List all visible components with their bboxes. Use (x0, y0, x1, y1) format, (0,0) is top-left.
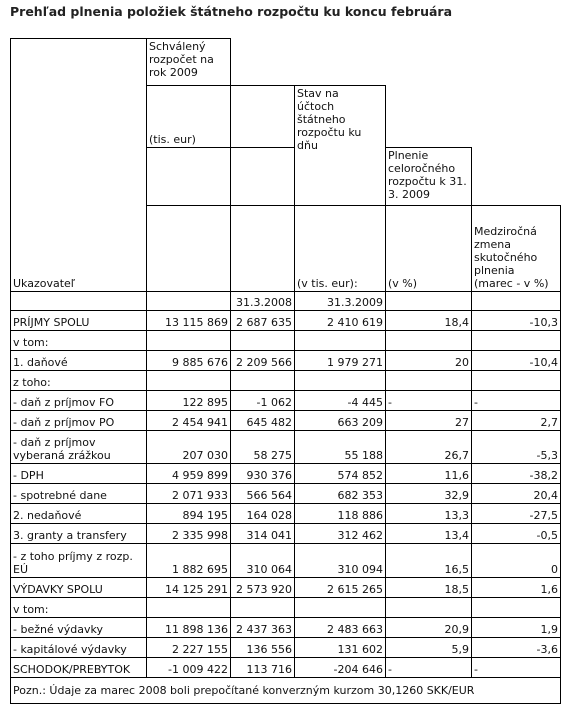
row-label: z toho: (11, 371, 147, 391)
table-row (11, 351, 561, 371)
header-ukazovatel: Ukazovateľ (13, 277, 75, 290)
header-row-1 (11, 39, 561, 86)
cell-c2: 58 275 (231, 431, 295, 464)
blank-cell (472, 148, 561, 206)
row-label: - daň z príjmov vyberaná zrážkou (11, 431, 147, 464)
cell-c5: 0 (472, 544, 561, 578)
table-row (11, 504, 561, 524)
header-date-row (11, 292, 561, 311)
cell-c2 (231, 331, 295, 351)
cell-c1: 207 030 (147, 431, 231, 464)
cell-c1: 2 071 933 (147, 484, 231, 504)
row-label: PRÍJMY SPOLU (11, 311, 147, 331)
cell-c2: 2 687 635 (231, 311, 295, 331)
header-medzirocna-top (472, 206, 561, 292)
cell-c3: 310 094 (295, 544, 386, 578)
header-empty-cell (472, 292, 561, 311)
cell-c4: - (386, 391, 472, 411)
cell-c2: 310 064 (231, 544, 295, 578)
row-label: - daň z príjmov PO (11, 411, 147, 431)
cell-c1 (147, 331, 231, 351)
cell-c2: 113 716 (231, 658, 295, 678)
table-row (11, 391, 561, 411)
cell-c2 (231, 371, 295, 391)
cell-c4 (386, 331, 472, 351)
cell-c5 (472, 598, 561, 618)
cell-c3: 682 353 (295, 484, 386, 504)
note-row (11, 678, 561, 704)
cell-c4: 27 (386, 411, 472, 431)
cell-c5: 1,9 (472, 618, 561, 638)
row-label: - spotrebné dane (11, 484, 147, 504)
cell-c2: 164 028 (231, 504, 295, 524)
header-schvaleny: Schválený rozpočet na rok 2009 (147, 39, 231, 86)
header-empty-cell (147, 292, 231, 311)
cell-c1: 894 195 (147, 504, 231, 524)
table-row (11, 598, 561, 618)
cell-c1: 2 335 998 (147, 524, 231, 544)
table-row (11, 431, 561, 464)
cell-c4: 20,9 (386, 618, 472, 638)
header-empty-cell (386, 292, 472, 311)
cell-c5: - (472, 391, 561, 411)
cell-c5 (472, 331, 561, 351)
cell-c3: -4 445 (295, 391, 386, 411)
cell-c3 (295, 331, 386, 351)
header-empty-cell (231, 86, 295, 148)
cell-c4: 18,4 (386, 311, 472, 331)
cell-c4: 18,5 (386, 578, 472, 598)
cell-c2: 645 482 (231, 411, 295, 431)
cell-c2: 2 573 920 (231, 578, 295, 598)
table-row (11, 578, 561, 598)
budget-table (10, 38, 561, 704)
cell-c5: 2,7 (472, 411, 561, 431)
row-label: 3. granty a transfery (11, 524, 147, 544)
header-tis-eur: (tis. eur) (147, 86, 231, 148)
row-label: - bežné výdavky (11, 618, 147, 638)
cell-c1: 122 895 (147, 391, 231, 411)
cell-c3: 574 852 (295, 464, 386, 484)
header-stav-top (295, 86, 386, 206)
cell-c5: 20,4 (472, 484, 561, 504)
cell-c2 (231, 598, 295, 618)
cell-c2: 2 437 363 (231, 618, 295, 638)
cell-c5: -38,2 (472, 464, 561, 484)
row-label: SCHODOK/PREBYTOK (11, 658, 147, 678)
header-empty-cell (11, 292, 147, 311)
cell-c3: 55 188 (295, 431, 386, 464)
header-medzirocna: Medziročná zmena skutočného plnenia (474, 225, 538, 277)
header-date-2009: 31.3.2009 (295, 292, 386, 311)
cell-c5: -27,5 (472, 504, 561, 524)
cell-c1: 9 885 676 (147, 351, 231, 371)
cell-c5: -0,5 (472, 524, 561, 544)
row-label: v tom: (11, 598, 147, 618)
cell-c4: 13,3 (386, 504, 472, 524)
header-empty-cell (231, 206, 295, 292)
cell-c5: - (472, 658, 561, 678)
header-empty-cell (147, 148, 231, 206)
table-note: Pozn.: Údaje za marec 2008 boli prepočítané konverzným kurzom 30,1260 SKK/EUR (11, 678, 561, 704)
header-stav: Stav na účtoch štátneho rozpočtu ku dňu (297, 87, 362, 152)
header-plnenie: Plnenie celoročného rozpočtu k 31. 3. 2009 (386, 148, 472, 206)
row-label: - daň z príjmov FO (11, 391, 147, 411)
cell-c1: 11 898 136 (147, 618, 231, 638)
table-row (11, 464, 561, 484)
cell-c2: 2 209 566 (231, 351, 295, 371)
row-label: 1. daňové (11, 351, 147, 371)
header-empty-cell (231, 148, 295, 206)
table-row (11, 411, 561, 431)
cell-c5: -10,4 (472, 351, 561, 371)
cell-c3 (295, 371, 386, 391)
cell-c4: 32,9 (386, 484, 472, 504)
cell-c4: 11,6 (386, 464, 472, 484)
cell-c3: 1 979 271 (295, 351, 386, 371)
cell-c4: 20 (386, 351, 472, 371)
cell-c3 (295, 598, 386, 618)
cell-c3: 2 483 663 (295, 618, 386, 638)
table-row (11, 331, 561, 351)
table-row (11, 484, 561, 504)
cell-c3: 118 886 (295, 504, 386, 524)
row-label: v tom: (11, 331, 147, 351)
cell-c2: -1 062 (231, 391, 295, 411)
row-label: 2. nedaňové (11, 504, 147, 524)
cell-c4: 5,9 (386, 638, 472, 658)
header-marec: (marec - v %) (474, 277, 549, 290)
row-label: - z toho príjmy z rozp. EÚ (11, 544, 147, 578)
header-v-perc: (v %) (386, 206, 472, 292)
table-row (11, 371, 561, 391)
cell-c2: 136 556 (231, 638, 295, 658)
cell-c4 (386, 371, 472, 391)
cell-c5: -10,3 (472, 311, 561, 331)
cell-c1: 14 125 291 (147, 578, 231, 598)
page-title: Prehľad plnenia položiek štátneho rozpočtu ku koncu februára (10, 4, 453, 19)
header-v-tis-eur: (v tis. eur): (295, 206, 386, 292)
cell-c5: -3,6 (472, 638, 561, 658)
cell-c2: 566 564 (231, 484, 295, 504)
table-row (11, 311, 561, 331)
cell-c4: 16,5 (386, 544, 472, 578)
cell-c1: 2 227 155 (147, 638, 231, 658)
cell-c1: 2 454 941 (147, 411, 231, 431)
blank-cell (231, 39, 561, 86)
cell-c1: -1 009 422 (147, 658, 231, 678)
cell-c3: 131 602 (295, 638, 386, 658)
cell-c1: 1 882 695 (147, 544, 231, 578)
cell-c5 (472, 371, 561, 391)
cell-c1: 4 959 899 (147, 464, 231, 484)
cell-c5: -5,3 (472, 431, 561, 464)
row-label: VÝDAVKY SPOLU (11, 578, 147, 598)
row-label: - DPH (11, 464, 147, 484)
table-row (11, 618, 561, 638)
table-row (11, 544, 561, 578)
header-empty-cell (147, 206, 231, 292)
cell-c3: -204 646 (295, 658, 386, 678)
cell-c3: 2 615 265 (295, 578, 386, 598)
cell-c5: 1,6 (472, 578, 561, 598)
row-label: - kapitálové výdavky (11, 638, 147, 658)
cell-c2: 930 376 (231, 464, 295, 484)
cell-c4 (386, 598, 472, 618)
cell-c4: 13,4 (386, 524, 472, 544)
blank-cell (386, 86, 561, 148)
cell-c1: 13 115 869 (147, 311, 231, 331)
header-ukazovatel-top (11, 39, 147, 292)
cell-c3: 2 410 619 (295, 311, 386, 331)
cell-c4: 26,7 (386, 431, 472, 464)
cell-c3: 663 209 (295, 411, 386, 431)
table-row (11, 658, 561, 678)
cell-c4: - (386, 658, 472, 678)
table-row (11, 524, 561, 544)
cell-c1 (147, 371, 231, 391)
cell-c3: 312 462 (295, 524, 386, 544)
cell-c1 (147, 598, 231, 618)
header-date-2008: 31.3.2008 (231, 292, 295, 311)
cell-c2: 314 041 (231, 524, 295, 544)
table-row (11, 638, 561, 658)
